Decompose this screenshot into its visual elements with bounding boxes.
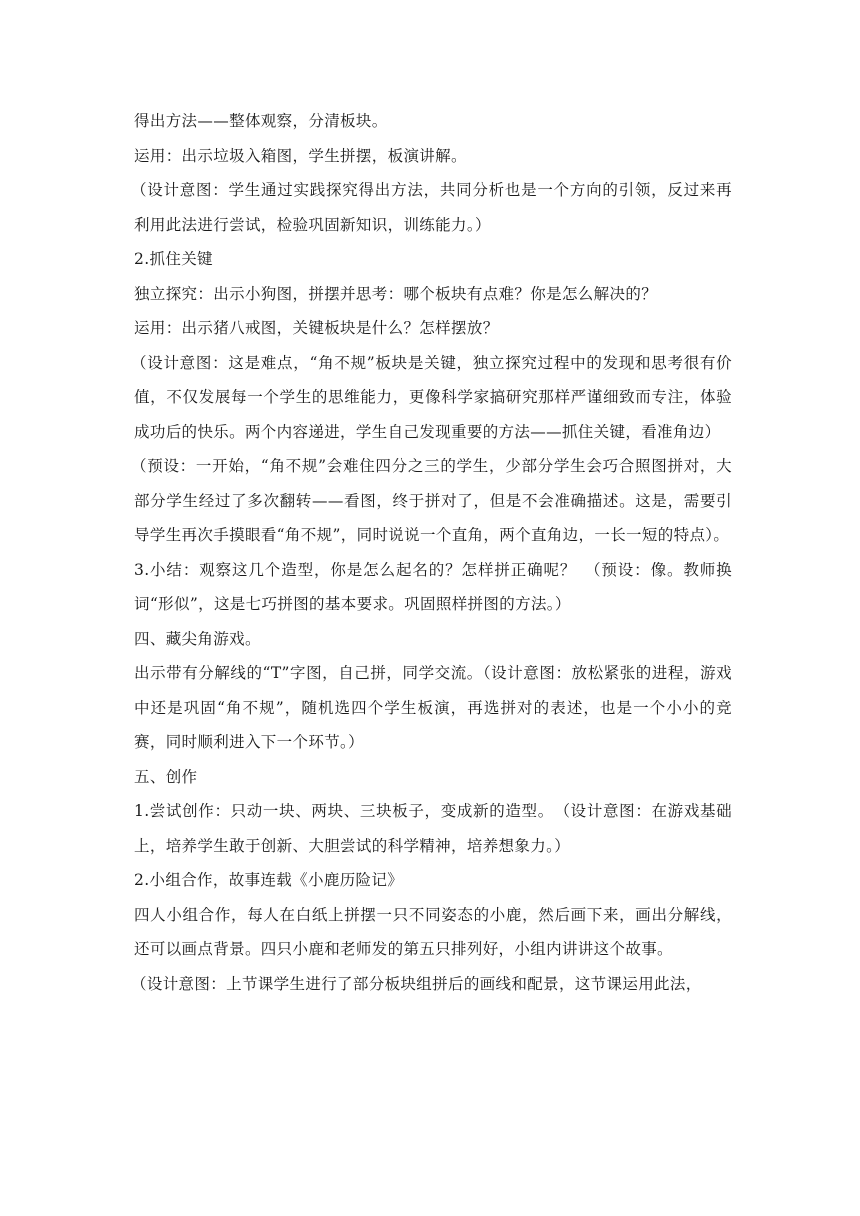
heading-creation: 五、创作: [134, 767, 198, 786]
paragraph-apply-trash-bin: 运用：出示垃圾入箱图，学生拼摆，板演讲解。: [134, 146, 467, 165]
paragraph-design-intent-1: （设计意图：学生通过实践探究得出方法，共同分析也是一个方向的引领，反过来再利用此法进行尝试，检验巩固新知识，训练能力。）: [131, 181, 732, 234]
paragraph-t-shape: 出示带有分解线的“T”字图，自己拼，同学交流。（设计意图：放松紧张的进程，游戏中还是巩固“角不规”，随机选四个学生板演，再选拼对的表述，也是一个小小的竞赛，同时顺利进入下一个环节。）: [134, 664, 732, 751]
paragraph-group-work: 四人小组合作，每人在白纸上拼摆一只不同姿态的小鹿，然后画下来，画出分解线，还可以画点背景。四只小鹿和老师发的第五只排列好，小组内讲讲这个故事。: [134, 905, 732, 958]
heading-grasp-key: 2.抓住关键: [134, 250, 213, 268]
paragraph-apply-zhubajie: 运用：出示猪八戒图，关键板块是什么？怎样摆放？: [134, 319, 499, 337]
document-body: [131, 104, 732, 1001]
heading-hide-corner-game: 四、藏尖角游戏。: [134, 629, 261, 648]
paragraph-design-intent-2: （设计意图：这是难点，“角不规”板块是关键，独立探究过程中的发现和思考很有价值，不仅发展每一个学生的思维能力，更像科学家搞研究那样严谨细致而专注，体验成功后的快乐。两个内容递进，学生自己发现重要的方法——抓住关键，看准角边）: [131, 353, 732, 441]
paragraph-try-create: 1.尝试创作：只动一块、两块、三块板子，变成新的造型。 （设计意图：在游戏基础上，培养学生敢于创新、大胆尝试的科学精神，培养想象力。）: [134, 802, 732, 855]
paragraph-method: 得出方法——整体观察，分清板块。: [134, 112, 388, 130]
paragraph-explore-dog: 独立探究：出示小狗图，拼摆并思考：哪个板块有点难？你是怎么解决的？: [134, 284, 658, 303]
paragraph-preset-1: （预设：一开始，“角不规”会难住四分之三的学生，少部分学生会巧合照图拼对，大部分学生经过了多次翻转——看图，终于拼对了，但是不会准确描述。这是，需要引导学生再次手摸眼看“角不规”，同时说说一个直角，两个直角边，一长一短的特点）。: [131, 457, 732, 544]
paragraph-design-intent-3: （设计意图：上节课学生进行了部分板块组拼后的画线和配景，这节课运用此法，: [131, 974, 702, 993]
heading-group-story: 2.小组合作，故事连载《小鹿历险记》: [134, 871, 404, 889]
paragraph-summary: 3.小结：观察这几个造型，你是怎么起名的？怎样拼正确呢？ （预设：像。教师换词“形似”，这是七巧拼图的基本要求。巩固照样拼图的方法。）: [134, 560, 732, 613]
